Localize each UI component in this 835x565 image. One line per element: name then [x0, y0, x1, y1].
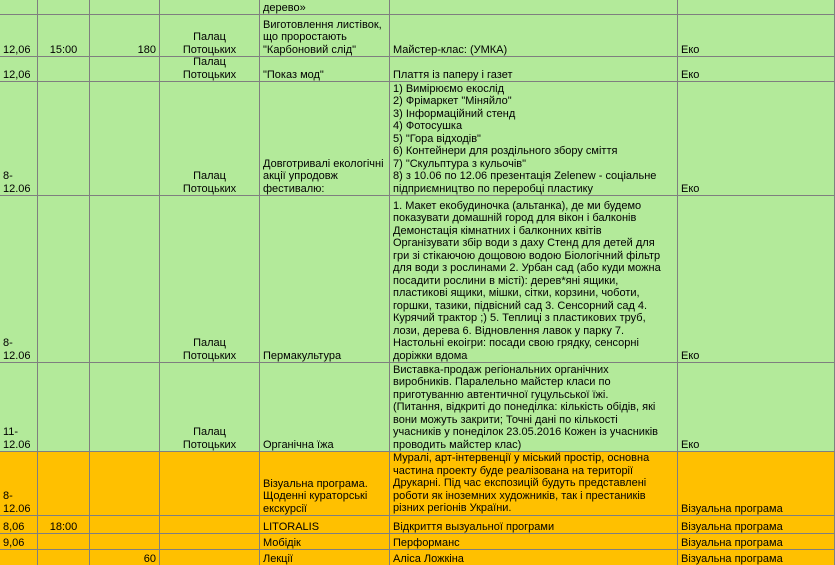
cell-desc[interactable]: Відкриття вызуальної програми: [390, 516, 678, 534]
cell-cat[interactable]: Еко: [678, 57, 835, 82]
cell-cat[interactable]: Еко: [678, 196, 835, 363]
cell-count[interactable]: [90, 452, 160, 516]
cell-event[interactable]: LITORALIS: [260, 516, 390, 534]
cell-count[interactable]: [90, 57, 160, 82]
cell-place[interactable]: [160, 452, 260, 516]
cell-count[interactable]: [90, 196, 160, 363]
cell-event[interactable]: дерево»: [260, 0, 390, 15]
cell-cat[interactable]: Візуальна програма: [678, 516, 835, 534]
cell-event[interactable]: Довготривалі екологічні акції упродовж фестивалю:: [260, 82, 390, 196]
cell-place[interactable]: Палац Потоцьких: [160, 363, 260, 452]
cell-time[interactable]: [38, 550, 90, 565]
cell-cat[interactable]: [678, 0, 835, 15]
cell-cat[interactable]: Еко: [678, 82, 835, 196]
cell-event[interactable]: "Показ мод": [260, 57, 390, 82]
cell-place[interactable]: [160, 534, 260, 550]
cell-date[interactable]: 9,06: [0, 534, 38, 550]
cell-cat[interactable]: Еко: [678, 15, 835, 57]
cell-count[interactable]: [90, 82, 160, 196]
cell-time[interactable]: [38, 363, 90, 452]
cell-count[interactable]: [90, 363, 160, 452]
cell-count[interactable]: 180: [90, 15, 160, 57]
cell-place[interactable]: [160, 550, 260, 565]
cell-cat[interactable]: Візуальна програма: [678, 534, 835, 550]
cell-date[interactable]: 12,06: [0, 15, 38, 57]
cell-desc[interactable]: 1. Макет екобудиночка (альтанка), де ми будемо показувати домашній город для вікон і балконів Демонстація кімнатних і балконних квітів Організувати збір води з даху Стенд для детей для гри зі стікаючою дощовою водою Біологічний фільтр для води з рослинами 2. Урбан сад (або куди можна посадити рослини в місті): дерев*яні ящики, пластикові ящики, мішки, сітки, корзини, чоботи, горшки, тазики, підвісний сад 3. Сенсорний сад 4. Курячий трактор ;) 5. Теплиці з пластикових труб, лози, дерева 6. Відновлення лавок у парку 7. Настольні екоігри: посади свою грядку, сенсорні доріжки вдома: [390, 196, 678, 363]
cell-date[interactable]: 8- 12.06: [0, 196, 38, 363]
cell-event[interactable]: Органічна їжа: [260, 363, 390, 452]
cell-cat[interactable]: Еко: [678, 363, 835, 452]
cell-place[interactable]: Палац Потоцьких: [160, 57, 260, 82]
cell-place[interactable]: Палац Потоцьких: [160, 82, 260, 196]
cell-desc[interactable]: Муралі, арт-інтервенції у міський простір, основна частина проекту буде реалізована на території Друкарні. Під час експозицій будуть представлені роботи як іноземних художників, так і престаників різних регіонів України.: [390, 452, 678, 516]
cell-desc[interactable]: Майстер-клас: (УМКА): [390, 15, 678, 57]
cell-count[interactable]: [90, 0, 160, 15]
cell-time[interactable]: [38, 452, 90, 516]
cell-date[interactable]: [0, 550, 38, 565]
cell-time[interactable]: 18:00: [38, 516, 90, 534]
cell-count[interactable]: [90, 516, 160, 534]
cell-time[interactable]: [38, 534, 90, 550]
cell-event[interactable]: Візуальна програма. Щоденні кураторські екскурсії: [260, 452, 390, 516]
cell-time[interactable]: [38, 82, 90, 196]
cell-event[interactable]: Лекції: [260, 550, 390, 565]
cell-desc[interactable]: Плаття із паперу і газет: [390, 57, 678, 82]
cell-desc[interactable]: Аліса Ложкіна: [390, 550, 678, 565]
cell-date[interactable]: 8- 12.06: [0, 452, 38, 516]
cell-cat[interactable]: Візуальна програма: [678, 550, 835, 565]
cell-desc[interactable]: [390, 0, 678, 15]
cell-date[interactable]: 8- 12.06: [0, 82, 38, 196]
cell-place[interactable]: Палац Потоцьких: [160, 15, 260, 57]
cell-time[interactable]: [38, 0, 90, 15]
cell-place[interactable]: [160, 0, 260, 15]
cell-desc[interactable]: Перформанс: [390, 534, 678, 550]
cell-time[interactable]: [38, 196, 90, 363]
cell-time[interactable]: [38, 57, 90, 82]
cell-desc[interactable]: 1) Вимірюємо екослід 2) Фрімаркет "Міняйло" 3) Інформаційний стенд 4) Фотосушка 5) "Гора відходів" 6) Контейнери для роздільного збору сміття 7) "Скульптура з кульочів" 8) з 10.06 по 12.06 презентація Zelenew - соціальне підприємництво по переробці пластику: [390, 82, 678, 196]
cell-place[interactable]: Палац Потоцьких: [160, 196, 260, 363]
cell-time[interactable]: 15:00: [38, 15, 90, 57]
cell-date[interactable]: 11- 12.06: [0, 363, 38, 452]
cell-event[interactable]: Виготовлення листівок, що проростають "Карбоновий слід": [260, 15, 390, 57]
cell-desc[interactable]: Виставка-продаж регіональних органічних виробників. Паралельно майстер класи по приготуванню автентичної гуцульської їжі. (Питання, відкриті до понеділка: кількість обідів, які вони можуть закрити; Точні дані по кількості учасників у понеділок 23.05.2016 Кожен із учасників проводить майстер клас): [390, 363, 678, 452]
cell-date[interactable]: 8,06: [0, 516, 38, 534]
cell-event[interactable]: Пермакультура: [260, 196, 390, 363]
cell-count[interactable]: 60: [90, 550, 160, 565]
cell-count[interactable]: [90, 534, 160, 550]
cell-date[interactable]: [0, 0, 38, 15]
cell-place[interactable]: [160, 516, 260, 534]
cell-cat[interactable]: Візуальна програма: [678, 452, 835, 516]
cell-event[interactable]: Мобідік: [260, 534, 390, 550]
cell-date[interactable]: 12,06: [0, 57, 38, 82]
